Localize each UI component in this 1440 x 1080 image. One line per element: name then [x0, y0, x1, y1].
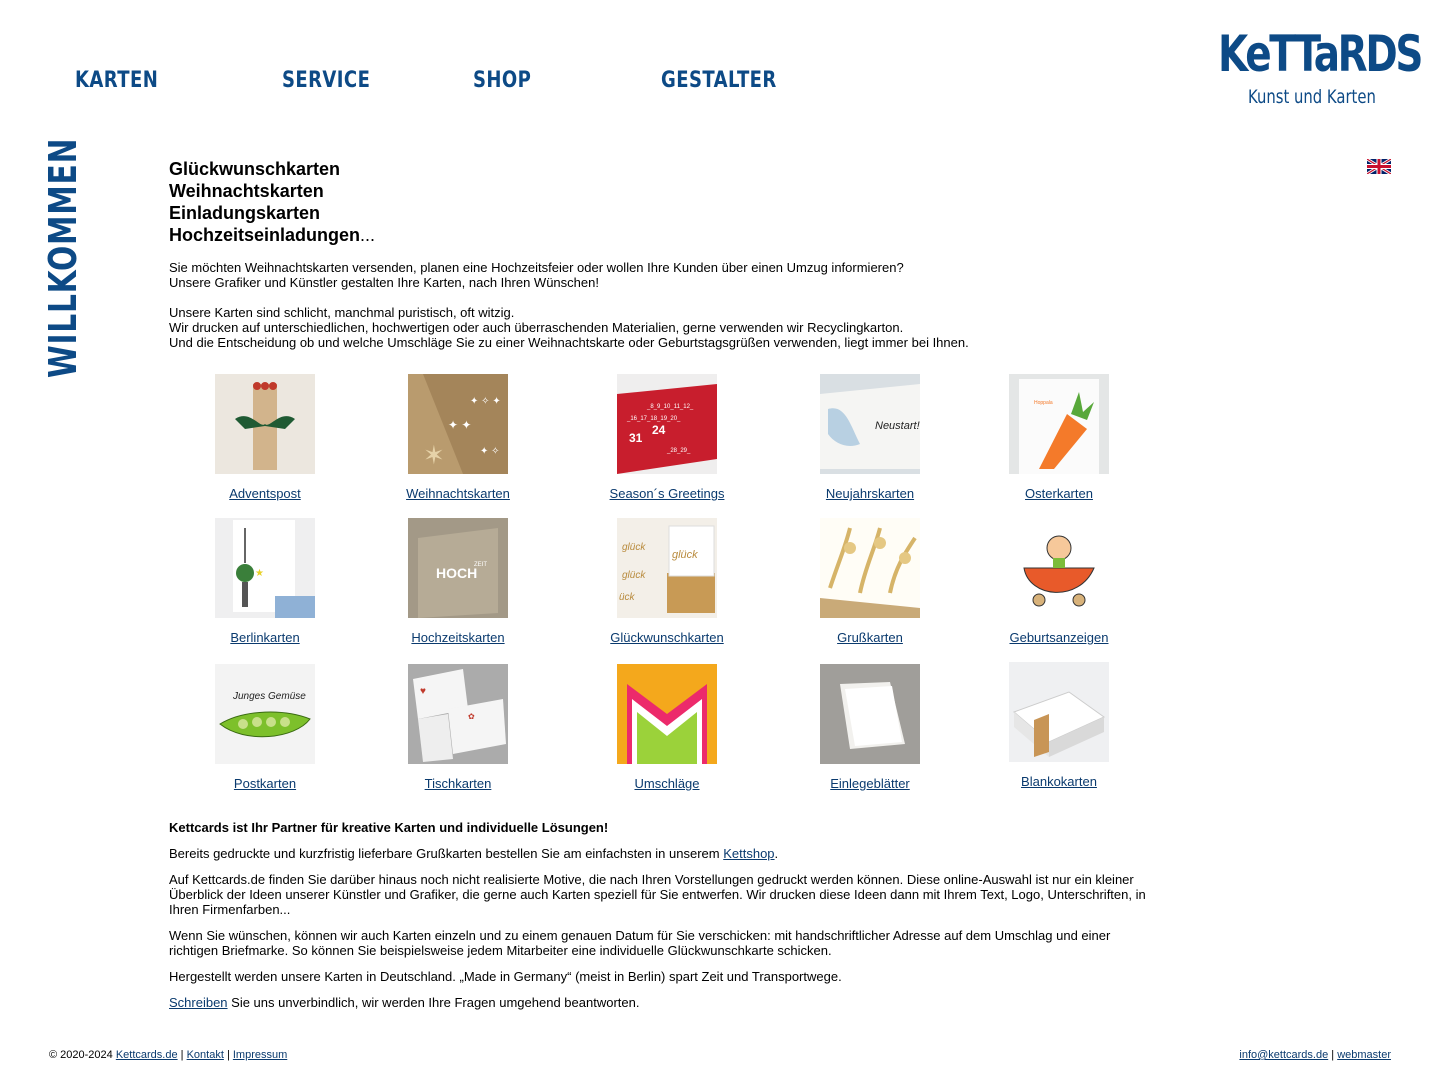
card-einlegeblaetter[interactable] [770, 664, 970, 791]
card-seasons-greetings[interactable] [567, 374, 767, 501]
logo-wordmark: KeTTaRDS [1218, 25, 1422, 83]
card-tischkarten[interactable] [358, 664, 558, 791]
svg-text:Hoppala: Hoppala [1034, 400, 1053, 406]
card-geburtsanzeigen[interactable] [959, 518, 1159, 645]
nav-gestalter[interactable]: GESTALTER [661, 68, 777, 93]
kettshop-link[interactable]: Kettshop [723, 846, 775, 861]
svg-text:24: 24 [652, 423, 666, 437]
geburtsanzeigen-thumbnail[interactable] [1009, 518, 1109, 618]
kettcards-logo[interactable] [1218, 25, 1422, 110]
card-umschlaege[interactable] [567, 664, 767, 791]
schreiben-link[interactable]: Schreiben [169, 995, 228, 1010]
card-label-glueckwunschkarten[interactable]: Glückwunschkarten [610, 630, 724, 645]
partner-statement: Kettcards ist Ihr Partner für kreative Karten und individuelle Lösungen! [169, 820, 609, 835]
umschlaege-thumbnail[interactable] [617, 664, 717, 764]
card-osterkarten[interactable] [959, 374, 1159, 501]
neujahrskarten-thumbnail[interactable] [820, 374, 920, 474]
svg-text:HOCH: HOCH [436, 565, 478, 581]
card-label-berlinkarten[interactable]: Berlinkarten [230, 630, 300, 645]
heading-weihnacht: Weihnachtskarten [169, 181, 324, 201]
uk-flag-icon[interactable] [1367, 159, 1391, 174]
svg-text:♥: ♥ [420, 686, 426, 697]
footer-site-link[interactable]: Kettcards.de [115, 1049, 178, 1061]
svg-text:Neustart!: Neustart! [875, 420, 920, 432]
postkarten-thumbnail[interactable] [215, 664, 315, 764]
svg-text:_8_9_10_11_12_: _8_9_10_11_12_ [647, 404, 694, 410]
svg-text:Junges Gemüse: Junges Gemüse [233, 691, 306, 702]
svg-text:✦ ✧ ✦: ✦ ✧ ✦ [470, 396, 501, 407]
heading-hochzeit: Hochzeitseinladungen... [169, 225, 376, 245]
footer-email-link[interactable]: info@kettcards.de [1239, 1049, 1329, 1061]
svg-text:✦ ✧: ✦ ✧ [480, 446, 500, 457]
svg-text:_16_17_18_19_20_: _16_17_18_19_20_ [627, 416, 681, 422]
headings-block [169, 158, 375, 246]
card-label-osterkarten[interactable]: Osterkarten [1025, 486, 1093, 501]
nav-shop[interactable]: SHOP [473, 68, 532, 93]
osterkarten-thumbnail[interactable] [1009, 374, 1109, 474]
card-label-seasons-greetings[interactable]: Season´s Greetings [609, 486, 725, 501]
content-text [169, 820, 1149, 1021]
grusskarten-thumbnail[interactable] [820, 518, 920, 618]
adventspost-thumbnail[interactable] [215, 374, 315, 474]
card-label-weihnachtskarten[interactable]: Weihnachtskarten [406, 486, 510, 501]
online-selection-paragraph: Auf Kettcards.de finden Sie darüber hinaus noch nicht realisierte Motive, die nach Ihren Vorstellungen gedruckt werden können. Diese online-Auswahl ist nur ein kleiner Überblick der Ideen unserer Künstler und Grafiker, die gerne auch Karten speziell für Sie entwerfen. Wir drucken diese Ideen dann mit Ihrem Text, Logo, Unterschriften, in Ihren Firmenfarben... [169, 872, 1146, 917]
heading-gluckwunsch: Glückwunschkarten [169, 159, 341, 179]
berlinkarten-thumbnail[interactable] [215, 518, 315, 618]
svg-text:_28_29_: _28_29_ [667, 448, 691, 454]
footer-webmaster-link[interactable]: webmaster [1337, 1049, 1391, 1061]
footer-kontakt-link[interactable]: Kontakt [186, 1049, 224, 1061]
seasons-greetings-thumbnail[interactable] [617, 374, 717, 474]
card-label-tischkarten[interactable]: Tischkarten [424, 776, 492, 791]
svg-text:31: 31 [629, 431, 643, 445]
card-weihnachtskarten[interactable] [358, 374, 558, 501]
nav-karten[interactable]: KARTEN [75, 68, 159, 93]
blankokarten-thumbnail[interactable] [1009, 662, 1109, 762]
contact-paragraph: Schreiben Sie uns unverbindlich, wir werden Ihre Fragen umgehend beantworten. [169, 995, 640, 1010]
weihnachtskarten-thumbnail[interactable] [408, 374, 508, 474]
svg-text:ück: ück [619, 592, 635, 603]
svg-text:★: ★ [255, 568, 264, 579]
card-grusskarten[interactable] [770, 518, 970, 645]
card-label-blankokarten[interactable]: Blankokarten [1021, 774, 1097, 789]
card-label-geburtsanzeigen[interactable]: Geburtsanzeigen [1009, 630, 1109, 645]
card-label-postkarten[interactable]: Postkarten [233, 776, 297, 791]
welcome-vertical-title: WILLKOMMEN [41, 137, 85, 378]
card-glueckwunschkarten[interactable] [567, 518, 767, 645]
einlegeblaetter-thumbnail[interactable] [820, 664, 920, 764]
footer-impressum-link[interactable]: Impressum [232, 1049, 288, 1061]
svg-text:glück: glück [622, 542, 646, 553]
svg-text:✦ ✦: ✦ ✦ [448, 418, 472, 432]
card-label-neujahrskarten[interactable]: Neujahrskarten [825, 486, 915, 501]
shop-paragraph: Bereits gedruckte und kurzfristig lieferbare Grußkarten bestellen Sie am einfachsten in unserem Kettshop. [169, 846, 779, 861]
glueckwunschkarten-thumbnail[interactable] [617, 518, 717, 618]
shipping-paragraph: Wenn Sie wünschen, können wir auch Karten einzeln und zu einem genauen Datum für Sie verschicken: mit handschriftlicher Adresse auf dem Umschlag und einer richtigen Briefmarke. So können Sie beispielsweise jedem Mitarbeiter eine individuelle Glückwunschkarte schicken. [169, 928, 1111, 958]
card-adventspost[interactable] [165, 374, 365, 501]
card-postkarten[interactable] [165, 664, 365, 791]
hochzeitskarten-thumbnail[interactable] [408, 518, 508, 618]
card-label-einlegeblaetter[interactable]: Einlegeblätter [830, 776, 910, 791]
svg-text:✿: ✿ [468, 712, 475, 721]
tischkarten-thumbnail[interactable] [408, 664, 508, 764]
svg-text:glück: glück [672, 549, 698, 561]
nav-service[interactable]: SERVICE [282, 68, 371, 93]
card-label-grusskarten[interactable]: Grußkarten [837, 630, 903, 645]
card-blankokarten[interactable] [959, 662, 1159, 789]
intro-text: Sie möchten Weihnachtskarten versenden, planen eine Hochzeitsfeier oder wollen Ihre Kunden über einen Umzug informieren? Unsere Grafiker und Künstler gestalten Ihre Karten, nach Ihren Wünschen! Unsere Karten sind schlicht, manchmal puristisch, oft witzig. Wir drucken auf unterschiedlichen, hochwertigen oder auch überraschenden Materialien, gerne verwenden wir Recyclingkarton. Und die Entscheidung ob und welche Umschläge Sie zu einer Weihnachtskarte oder Geburtstagsgrüßen verwenden, liegt immer bei Ihnen. [169, 260, 969, 350]
card-hochzeitskarten[interactable] [358, 518, 558, 645]
card-berlinkarten[interactable] [165, 518, 365, 645]
svg-text:glück: glück [622, 570, 646, 581]
svg-text:ZEIT: ZEIT [474, 562, 487, 568]
card-label-adventspost[interactable]: Adventspost [229, 486, 301, 501]
svg-text:✶: ✶ [423, 440, 445, 470]
card-neujahrskarten[interactable] [770, 374, 970, 501]
card-label-hochzeitskarten[interactable]: Hochzeitskarten [411, 630, 505, 645]
heading-einladung: Einladungskarten [169, 203, 321, 223]
card-label-umschlaege[interactable]: Umschläge [634, 776, 700, 791]
made-in-germany-paragraph: Hergestellt werden unsere Karten in Deutschland. „Made in Germany“ (meist in Berlin) spart Zeit und Transportwege. [169, 969, 842, 984]
footer-left: © 2020-2024 Kettcards.de | Kontakt | Impressum [49, 1049, 288, 1061]
logo-subtitle: Kunst und Karten [1248, 86, 1376, 108]
footer-right: info@kettcards.de | webmaster [1239, 1049, 1391, 1061]
